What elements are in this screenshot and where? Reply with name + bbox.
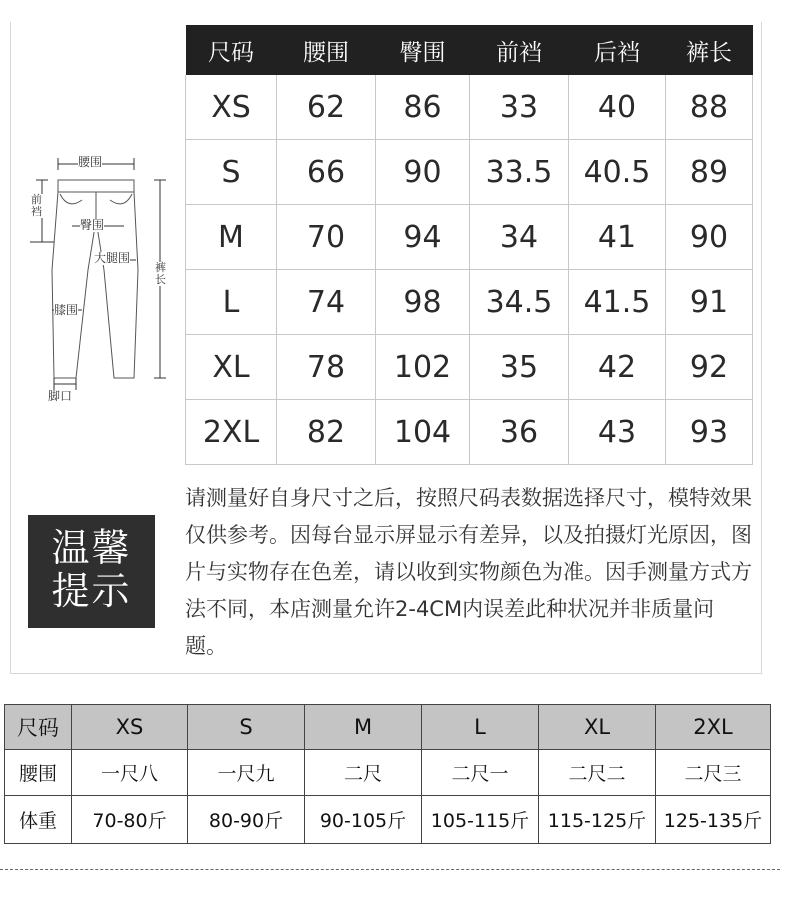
weight-cell: 125-135斤 <box>656 796 771 844</box>
front-rise-cell: 35 <box>470 335 569 400</box>
waist-label: 腰围 <box>78 155 103 169</box>
length-cell: 92 <box>666 335 753 400</box>
pants-diagram <box>24 150 174 410</box>
table-row <box>186 270 753 335</box>
size-cell: XS <box>186 75 277 140</box>
back-rise-cell: 41.5 <box>569 270 666 335</box>
header-m: M <box>305 705 422 750</box>
table-row <box>186 75 753 140</box>
length-cell: 91 <box>666 270 753 335</box>
weight-cell: 70-80斤 <box>72 796 188 844</box>
size-cell: L <box>186 270 277 335</box>
size-cell: S <box>186 140 277 205</box>
front-rise-cell: 34.5 <box>470 270 569 335</box>
header-hip: 臀围 <box>376 25 470 75</box>
notice-badge <box>28 515 155 628</box>
header-xs: XS <box>72 705 188 750</box>
back-rise-cell: 41 <box>569 205 666 270</box>
row-label: 体重 <box>5 796 72 844</box>
header-size: 尺码 <box>186 25 277 75</box>
knee-label: 膝围 <box>54 303 79 317</box>
table-row <box>186 140 753 205</box>
waist-cell: 二尺 <box>305 750 422 796</box>
waist-cell: 二尺三 <box>656 750 771 796</box>
table-row <box>186 335 753 400</box>
header-length: 裤长 <box>666 25 753 75</box>
waist-cell: 一尺九 <box>188 750 305 796</box>
length-cell: 88 <box>666 75 753 140</box>
front-rise-cell: 34 <box>470 205 569 270</box>
hem-label: 脚口 <box>48 389 73 403</box>
weight-table-header <box>5 705 771 750</box>
waist-cell: 66 <box>277 140 376 205</box>
size-cell: XL <box>186 335 277 400</box>
length-cell: 89 <box>666 140 753 205</box>
front-rise-cell: 33 <box>470 75 569 140</box>
table-row <box>186 400 753 465</box>
front-rise-label: 前裆 <box>31 193 42 218</box>
size-table-header <box>186 25 753 75</box>
notice-text: 请测量好自身尺寸之后，按照尺码表数据选择尺寸，模特效果仅供参考。因每台显示屏显示有差异，以及拍摄灯光原因，图片与实物存在色差，请以收到实物颜色为准。因手测量方式方法不同，本店测量允许2-4CM内误差此种状况并非质量问题。 <box>185 486 752 658</box>
dashed-divider <box>0 869 780 870</box>
table-row <box>5 750 771 796</box>
header-waist: 腰围 <box>277 25 376 75</box>
front-rise-cell: 36 <box>470 400 569 465</box>
weight-cell: 80-90斤 <box>188 796 305 844</box>
header-size: 尺码 <box>5 705 72 750</box>
row-label: 腰围 <box>5 750 72 796</box>
hip-cell: 86 <box>376 75 470 140</box>
pants-outline-icon <box>24 150 174 410</box>
table-row <box>186 205 753 270</box>
weight-cell: 115-125斤 <box>539 796 656 844</box>
hip-cell: 98 <box>376 270 470 335</box>
length-label: 裤长 <box>155 261 166 286</box>
header-l: L <box>422 705 539 750</box>
length-cell: 93 <box>666 400 753 465</box>
back-rise-cell: 40 <box>569 75 666 140</box>
waist-cell: 62 <box>277 75 376 140</box>
thigh-label: 大腿围 <box>94 251 131 265</box>
notice-title-line2: 提示 <box>51 569 132 613</box>
waist-cell: 二尺二 <box>539 750 656 796</box>
notice-title-line1: 温馨 <box>51 526 132 570</box>
front-rise-cell: 33.5 <box>470 140 569 205</box>
hip-cell: 90 <box>376 140 470 205</box>
waist-cell: 一尺八 <box>72 750 188 796</box>
header-s: S <box>188 705 305 750</box>
table-row <box>5 796 771 844</box>
waist-cell: 82 <box>277 400 376 465</box>
weight-cell: 105-115斤 <box>422 796 539 844</box>
header-front-rise: 前裆 <box>470 25 569 75</box>
back-rise-cell: 43 <box>569 400 666 465</box>
hip-cell: 94 <box>376 205 470 270</box>
length-cell: 90 <box>666 205 753 270</box>
header-2xl: 2XL <box>656 705 771 750</box>
weight-table <box>4 704 771 844</box>
size-table <box>185 25 753 465</box>
header-back-rise: 后裆 <box>569 25 666 75</box>
waist-cell: 70 <box>277 205 376 270</box>
header-xl: XL <box>539 705 656 750</box>
back-rise-cell: 42 <box>569 335 666 400</box>
hip-cell: 104 <box>376 400 470 465</box>
waist-cell: 74 <box>277 270 376 335</box>
waist-cell: 二尺一 <box>422 750 539 796</box>
waist-cell: 78 <box>277 335 376 400</box>
hip-cell: 102 <box>376 335 470 400</box>
weight-cell: 90-105斤 <box>305 796 422 844</box>
size-cell: 2XL <box>186 400 277 465</box>
hip-label: 臀围 <box>80 218 105 232</box>
back-rise-cell: 40.5 <box>569 140 666 205</box>
size-cell: M <box>186 205 277 270</box>
